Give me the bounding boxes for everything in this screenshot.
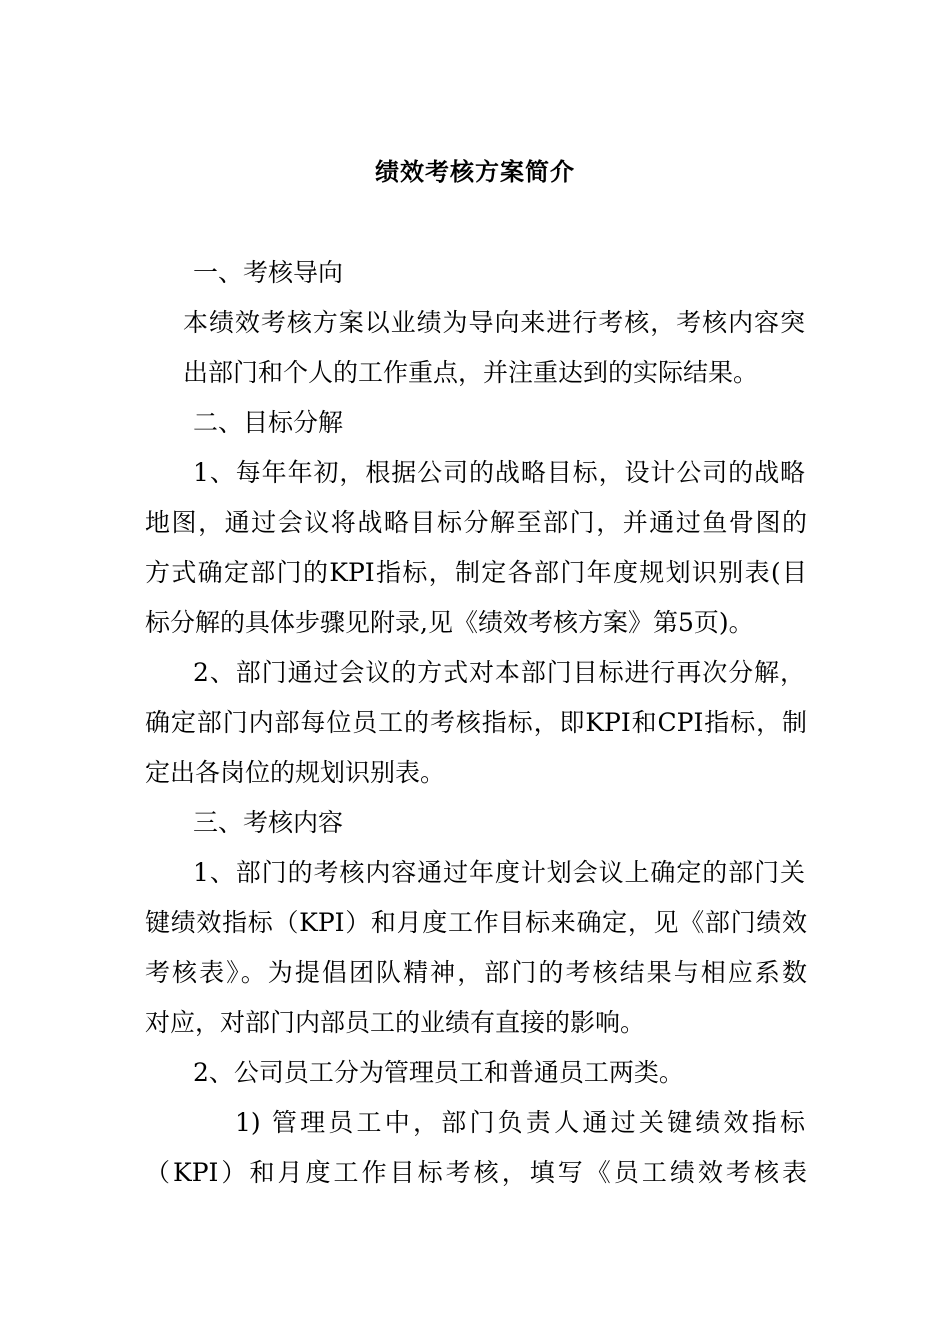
paragraph-line: 出部门和个人的工作重点，并注重达到的实际结果。	[183, 358, 759, 387]
paragraph-line: 2、公司员工分为管理员工和普通员工两类。	[193, 1058, 684, 1087]
paragraph-line: 标分解的具体步骤见附录,见《绩效考核方案》第5页)。	[145, 608, 754, 637]
paragraph-line: 确定部门内部每位员工的考核指标，即KPI和CPI指标，制	[145, 708, 807, 737]
paragraph-line: （KPI）和月度工作目标考核，填写《员工绩效考核表	[145, 1158, 807, 1187]
paragraph-line: 方式确定部门的KPI指标，制定各部门年度规划识别表(目	[145, 558, 807, 587]
paragraph-line: 地图，通过会议将战略目标分解至部门，并通过鱼骨图的	[145, 508, 807, 537]
paragraph-line: 考核表》。为提倡团队精神，部门的考核结果与相应系数	[145, 958, 807, 987]
paragraph-line: 1、部门的考核内容通过年度计划会议上确定的部门关	[193, 858, 805, 887]
paragraph-line: 本绩效考核方案以业绩为导向来进行考核，考核内容突	[183, 308, 805, 337]
paragraph-line: 2、部门通过会议的方式对本部门目标进行再次分解，	[193, 658, 805, 687]
section-heading: 二、目标分解	[193, 408, 344, 437]
section-heading: 一、考核导向	[193, 258, 344, 287]
paragraph-line: 定出各岗位的规划识别表。	[145, 758, 446, 787]
document-title: 绩效考核方案简介	[375, 157, 575, 186]
paragraph-line: 键绩效指标（KPI）和月度工作目标来确定，见《部门绩效	[145, 908, 807, 937]
paragraph-line: 1) 管理员工中，部门负责人通过关键绩效指标	[235, 1108, 805, 1137]
paragraph-line: 1、每年年初，根据公司的战略目标，设计公司的战略	[193, 458, 805, 487]
section-heading: 三、考核内容	[193, 808, 344, 837]
paragraph-line: 对应，对部门内部员工的业绩有直接的影响。	[145, 1008, 646, 1037]
